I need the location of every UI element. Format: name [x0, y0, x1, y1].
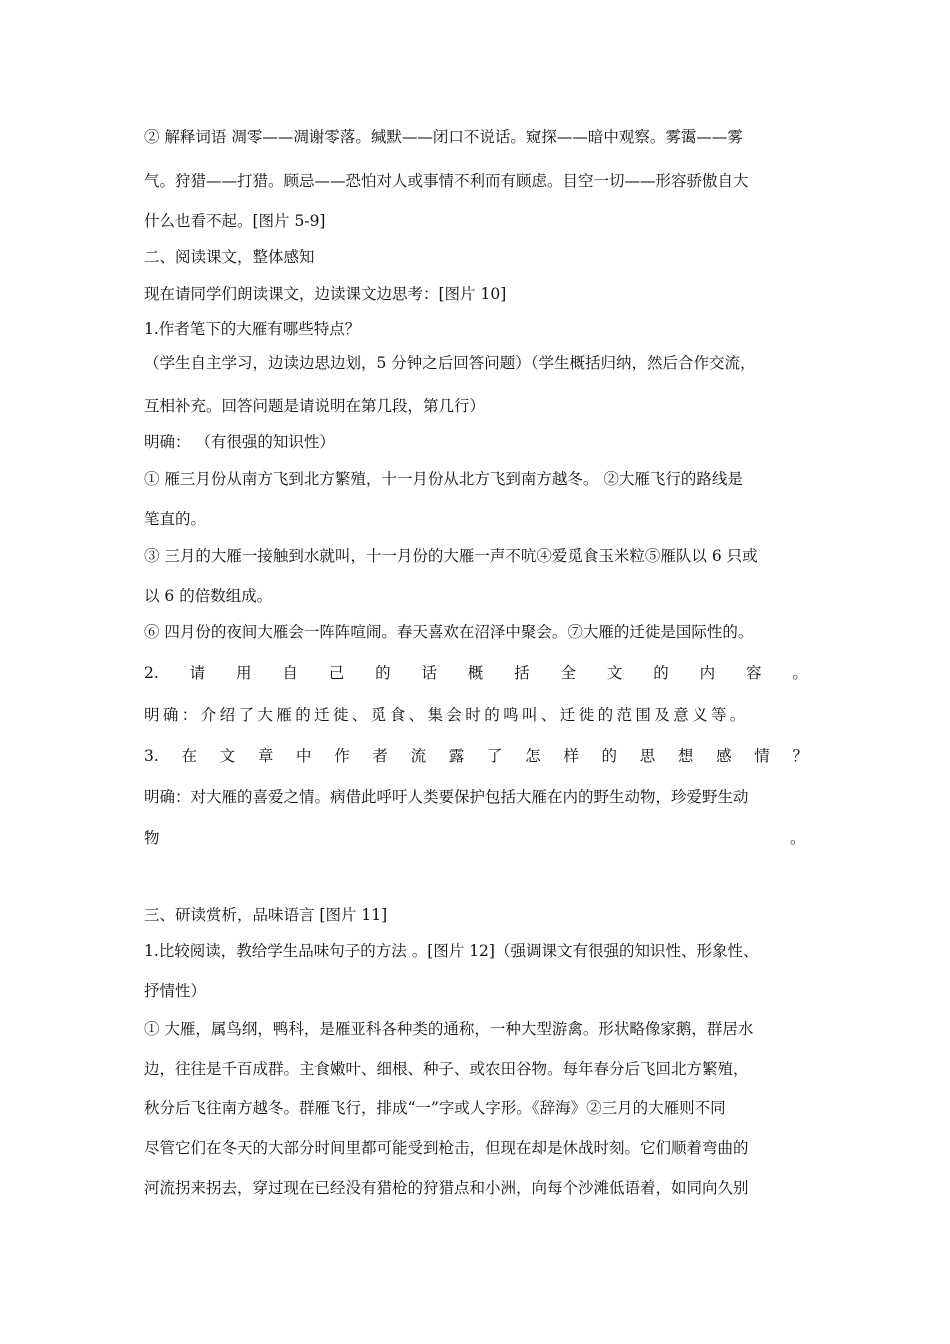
text-line: 河流拐来拐去，穿过现在已经没有猎枪的狩猎点和小洲，向每个沙滩低语着，如同向久别 — [144, 1179, 749, 1197]
text-line: 互相补充。回答问题是请说明在第几段，第几行） — [144, 397, 486, 415]
question-2: 2. 请 用 自 己 的 话 概 括 全 文 的 内 容 。 — [144, 664, 808, 682]
text-line: ⑥ 四月份的夜间大雁会一阵阵喧闹。春天喜欢在沼泽中聚会。⑦大雁的迁徙是国际性的。 — [144, 623, 754, 641]
section-heading: 三、研读赏析，品味语言 [图片 11] — [144, 906, 388, 924]
text-line: ① 雁三月份从南方飞到北方繁殖，十一月份从北方飞到南方越冬。 ②大雁飞行的路线是 — [144, 470, 743, 488]
text-line: 1.比较阅读，教给学生品味句子的方法 。[图片 12]（强调课文有很强的知识性、形象性、 — [144, 942, 759, 960]
text-line: 尽管它们在冬天的大部分时间里都可能受到枪击，但现在却是休战时刻。它们顺着弯曲的 — [144, 1139, 749, 1157]
text-line: 什么也看不起。[图片 5-9] — [144, 212, 326, 230]
text-line: 笔直的。 — [144, 510, 207, 528]
text-line: 现在请同学们朗读课文，边读课文边思考：[图片 10] — [144, 285, 507, 303]
text-line: 秋分后飞往南方越冬。群雁飞行，排成“一”字或人字形。《辞海》②三月的大雁则不同 — [144, 1099, 726, 1117]
text-line: 气。狩猎——打猎。顾忌——恐怕对人或事情不利而有顾虑。目空一切——形容骄傲自大 — [144, 172, 749, 190]
question-3: 3. 在 文 章 中 作 者 流 露 了 怎 样 的 思 想 感 情 ？ — [144, 747, 808, 765]
text-line: （学生自主学习，边读边思边划，5 分钟之后回答问题）（学生概括归纳，然后合作交流， — [144, 354, 756, 372]
answer-3-end: 物 — [144, 829, 160, 847]
text-line: ② 解释词语 凋零——凋谢零落。缄默——闭口不说话。窥探——暗中观察。雾霭——雾 — [144, 128, 743, 146]
text-line: 以 6 的倍数组成。 — [144, 587, 273, 605]
text-line: 明确： （有很强的知识性） — [144, 433, 335, 451]
text-line: 边，往往是千百成群。主食嫩叶、细根、种子、或农田谷物。每年春分后飞回北方繁殖， — [144, 1060, 749, 1078]
text-line: 抒情性） — [144, 982, 207, 1000]
question-1: 1.作者笔下的大雁有哪些特点？ — [144, 320, 361, 338]
answer-3: 明确：对大雁的喜爱之情。病借此呼吁人类要保护包括大雁在内的野生动物，珍爱野生动 — [144, 788, 749, 806]
section-heading: 二、阅读课文，整体感知 — [144, 248, 315, 266]
answer-3-period: 。 — [790, 829, 806, 847]
text-line: ③ 三月的大雁一接触到水就叫，十一月份的大雁一声不吭④爱觅食玉米粒⑤雁队以 6 只或 — [144, 547, 758, 565]
answer-2: 明确：介绍了大雁的迁徙、觅食、集会时的鸣叫、迁徙的范围及意义等。 — [144, 706, 749, 724]
text-line: ① 大雁，属鸟纲，鸭科，是雁亚科各种类的通称，一种大型游禽。形状略像家鹅，群居水 — [144, 1020, 754, 1038]
